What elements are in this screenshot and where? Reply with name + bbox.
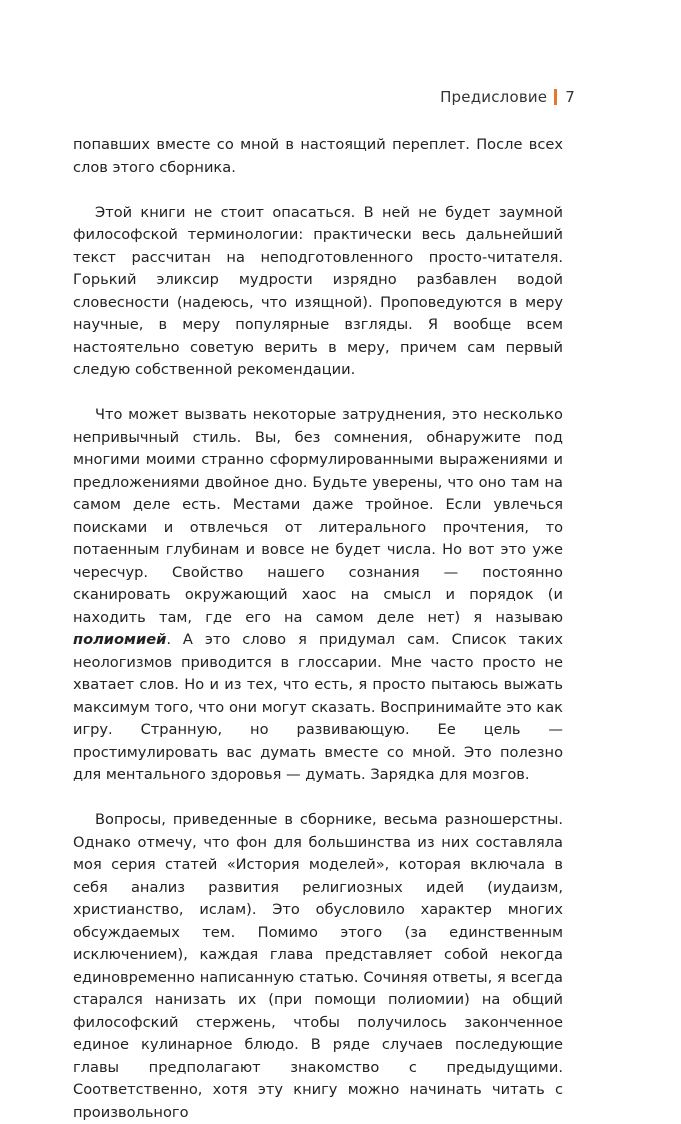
body-text [73,134,563,1124]
paragraph-continuation: попавших вместе со мной в настоящий переплет. После всех слов этого сборника. [73,136,563,176]
paragraph [73,404,563,787]
paragraph-text: Что может вызвать некоторые затруднения, это несколько непривычный стиль. Вы, без сомнения, обнаружите под многими моими странно сформулированными выражениями и предложениями двойное дно. Будьте уверены, что оно там на самом деле есть. Местами даже тройное. Если увлечься поисками и отвлечься от литерального прочтения, то потаенным глубинам и вовсе не будет числа. Но вот это уже чересчур. Свойство нашего сознания — постоянно сканировать окружающий хаос на смысл и порядок (и находить там, где его на самом деле нет) я называю [73,406,563,626]
paragraph: Вопросы, приведенные в сборнике, весьма разношерстны. Однако отмечу, что фон для большинства из них составляла моя серия статей «История моделей», которая включала в себя анализ развития религиозных идей (иудаизм, христианство, ислам). Это обусловило характер многих обсуждаемых тем. Помимо этого (за единственным исключением), каждая глава представляет собой некогда единовременно написанную статью. Сочиняя ответы, я всегда старался нанизать их (при помощи полиомии) на общий философский стержень, чтобы получилось законченное единое кулинарное блюдо. В ряде случаев последующие главы предполагают знакомство с предыдущими. Соответственно, хотя эту книгу можно начинать читать с произвольного [73,811,563,1121]
running-header [440,88,575,106]
header-separator [554,89,557,105]
section-title: Предисловие [440,88,548,106]
emphasized-term: полиомией [73,631,167,648]
page-number: 7 [565,88,575,106]
paragraph-text: . А это слово я придумал сам. Список таких неологизмов приводится в глоссарии. Мне часто просто не хватает слов. Но и из тех, что есть, я просто пытаюсь выжать максимум того, что они могут сказать. Воспринимайте это как игру. Странную, но развивающую. Ее цель — простимулировать вас думать вместе со мной. Это полезно для ментального здоровья — думать. Зарядка для мозгов. [73,631,563,783]
paragraph: Этой книги не стоит опасаться. В ней не будет заумной философской терминологии: практически весь дальнейший текст рассчитан на неподготовленного просто-читателя. Горький эликсир мудрости изрядно разбавлен водой словесности (надеюсь, что изящной). Проповедуются в меру научные, в меру популярные взгляды. Я вообще всем настоятельно советую верить в меру, причем сам первый следую собственной рекомендации. [73,203,563,378]
